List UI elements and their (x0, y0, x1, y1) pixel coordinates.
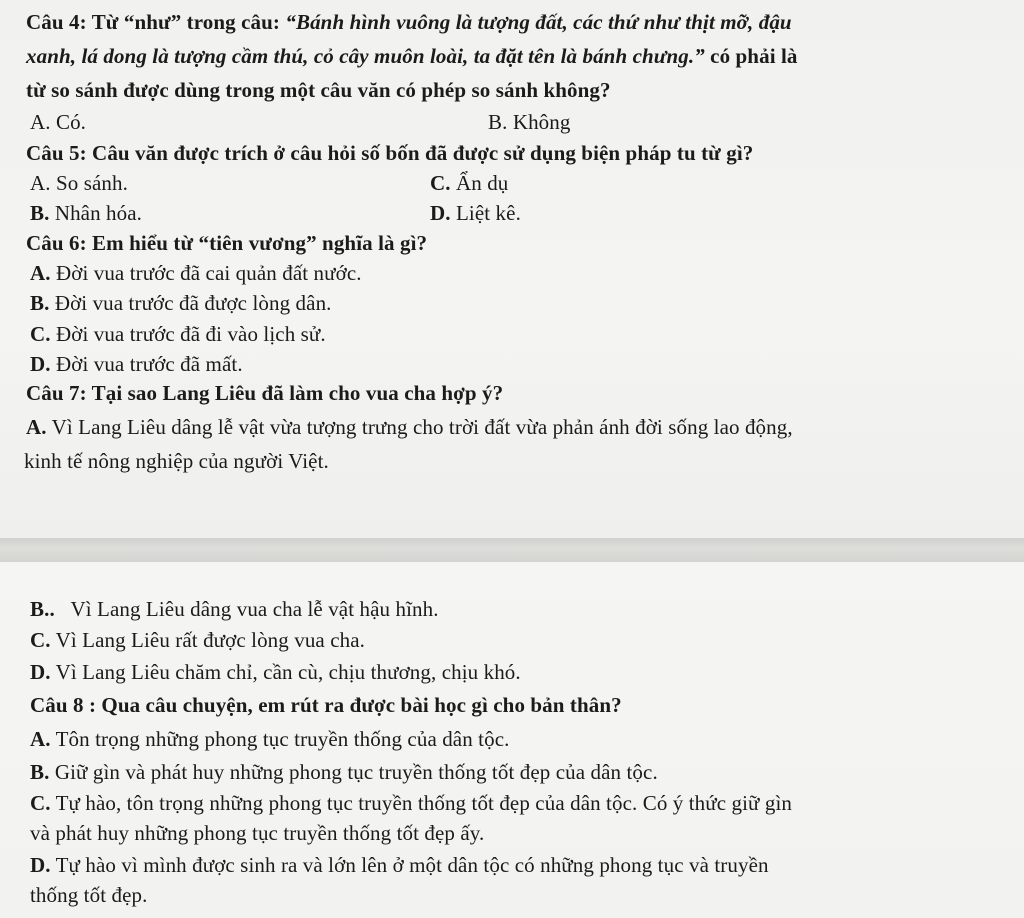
question-8-option-b (30, 759, 658, 785)
option-text: Vì Lang Liêu rất được lòng vua cha. (50, 628, 365, 652)
option-text: So sánh. (50, 171, 128, 195)
question-4-label: Câu 4: (26, 10, 87, 34)
option-key: C. (30, 628, 51, 652)
option-key: D. (30, 853, 51, 877)
question-8-option-a (30, 726, 510, 752)
option-text: Liệt kê. (450, 201, 521, 225)
question-4-text-cont: có phải là (704, 44, 798, 68)
question-8-option-c-line-1 (30, 790, 792, 816)
question-6 (26, 230, 427, 256)
option-key: C. (30, 322, 51, 346)
option-key: D. (430, 201, 451, 225)
question-5-option-c (430, 170, 508, 196)
option-key: A. (26, 415, 47, 439)
option-key: B. (488, 110, 508, 134)
option-text: Đời vua trước đã cai quản đất nước. (50, 261, 362, 285)
option-text: Vì Lang Liêu dâng vua cha lễ vật hậu hĩnh. (54, 597, 439, 621)
option-text: Đời vua trước đã đi vào lịch sử. (50, 322, 326, 346)
option-text: Vì Lang Liêu chăm chỉ, cần cù, chịu thương, chịu khó. (50, 660, 521, 684)
question-4-text-end: từ so sánh được dùng trong một câu văn có phép so sánh không? (26, 78, 611, 102)
option-text: Vì Lang Liêu dâng lễ vật vừa tượng trưng cho trời đất vừa phản ánh đời sống lao động, (46, 415, 793, 439)
question-7-text: Tại sao Lang Liêu đã làm cho vua cha hợp ý? (86, 381, 504, 405)
question-4-line-3 (26, 77, 611, 103)
question-5 (26, 140, 753, 166)
option-key: A. (30, 171, 51, 195)
question-8-label: Câu 8 : (30, 693, 97, 717)
option-text: Đời vua trước đã mất. (50, 352, 243, 376)
question-6-option-c (30, 321, 326, 347)
question-5-option-b (30, 200, 142, 226)
option-key: B. (30, 201, 50, 225)
question-4-quote-cont: xanh, lá dong là tượng cầm thú, cỏ cây muôn loài, ta đặt tên là bánh chưng.” (26, 44, 705, 68)
option-key: A. (30, 727, 51, 751)
option-text-cont: thống tốt đẹp. (30, 883, 148, 907)
option-text: Nhân hóa. (49, 201, 143, 225)
question-4-line-2 (26, 43, 798, 69)
option-key: D. (30, 352, 51, 376)
option-text: Tự hào vì mình được sinh ra và lớn lên ở một dân tộc có những phong tục và truyền (50, 853, 769, 877)
question-5-text: Câu văn được trích ở câu hỏi số bốn đã được sử dụng biện pháp tu từ gì? (86, 141, 754, 165)
question-6-label: Câu 6: (26, 231, 87, 255)
option-key: B. (30, 760, 50, 784)
option-key: C. (430, 171, 451, 195)
question-8 (30, 692, 622, 718)
question-8-text: Qua câu chuyện, em rút ra được bài học gì cho bản thân? (96, 693, 622, 717)
option-text: Ẩn dụ (450, 171, 509, 195)
question-7-option-a-line-2 (24, 448, 329, 474)
page-seam (0, 538, 1024, 562)
question-4-line-1 (26, 9, 792, 35)
question-6-text: Em hiểu từ “tiên vương” nghĩa là gì? (86, 231, 428, 255)
question-8-option-d-line-1 (30, 852, 769, 878)
option-key: C. (30, 791, 51, 815)
question-5-label: Câu 5: (26, 141, 87, 165)
question-7-option-a-line-1 (26, 414, 793, 440)
option-text: Tự hào, tôn trọng những phong tục truyền thống tốt đẹp của dân tộc. Có ý thức giữ gìn (50, 791, 793, 815)
option-text: Không (507, 110, 571, 134)
question-5-option-d (430, 200, 521, 226)
option-key: D. (30, 660, 51, 684)
option-key: A. (30, 261, 51, 285)
option-text: Tôn trọng những phong tục truyền thống của dân tộc. (50, 727, 510, 751)
option-text: Giữ gìn và phát huy những phong tục truyền thống tốt đẹp của dân tộc. (49, 760, 658, 784)
question-7 (26, 380, 503, 406)
question-7-option-b (30, 596, 439, 622)
question-8-option-d-line-2 (30, 882, 147, 908)
option-key: B.. (30, 597, 55, 621)
question-6-option-a (30, 260, 362, 286)
question-4-text: Từ “như” trong câu: (91, 10, 286, 34)
question-4-option-a (30, 109, 86, 135)
question-6-option-b (30, 290, 332, 316)
option-text-cont: kinh tế nông nghiệp của người Việt. (24, 449, 329, 473)
option-text: Đời vua trước đã được lòng dân. (49, 291, 332, 315)
option-text: Có. (50, 110, 87, 134)
question-5-option-a (30, 170, 128, 196)
question-6-option-d (30, 351, 243, 377)
question-7-label: Câu 7: (26, 381, 87, 405)
option-key: A. (30, 110, 51, 134)
question-7-option-c (30, 627, 365, 653)
option-key: B. (30, 291, 50, 315)
question-4-option-b (488, 109, 570, 135)
question-7-option-d (30, 659, 521, 685)
question-4-quote: “Bánh hình vuông là tượng đất, các thứ như thịt mỡ, đậu (285, 10, 792, 34)
question-8-option-c-line-2 (30, 820, 484, 846)
option-text-cont: và phát huy những phong tục truyền thống tốt đẹp ấy. (30, 821, 485, 845)
